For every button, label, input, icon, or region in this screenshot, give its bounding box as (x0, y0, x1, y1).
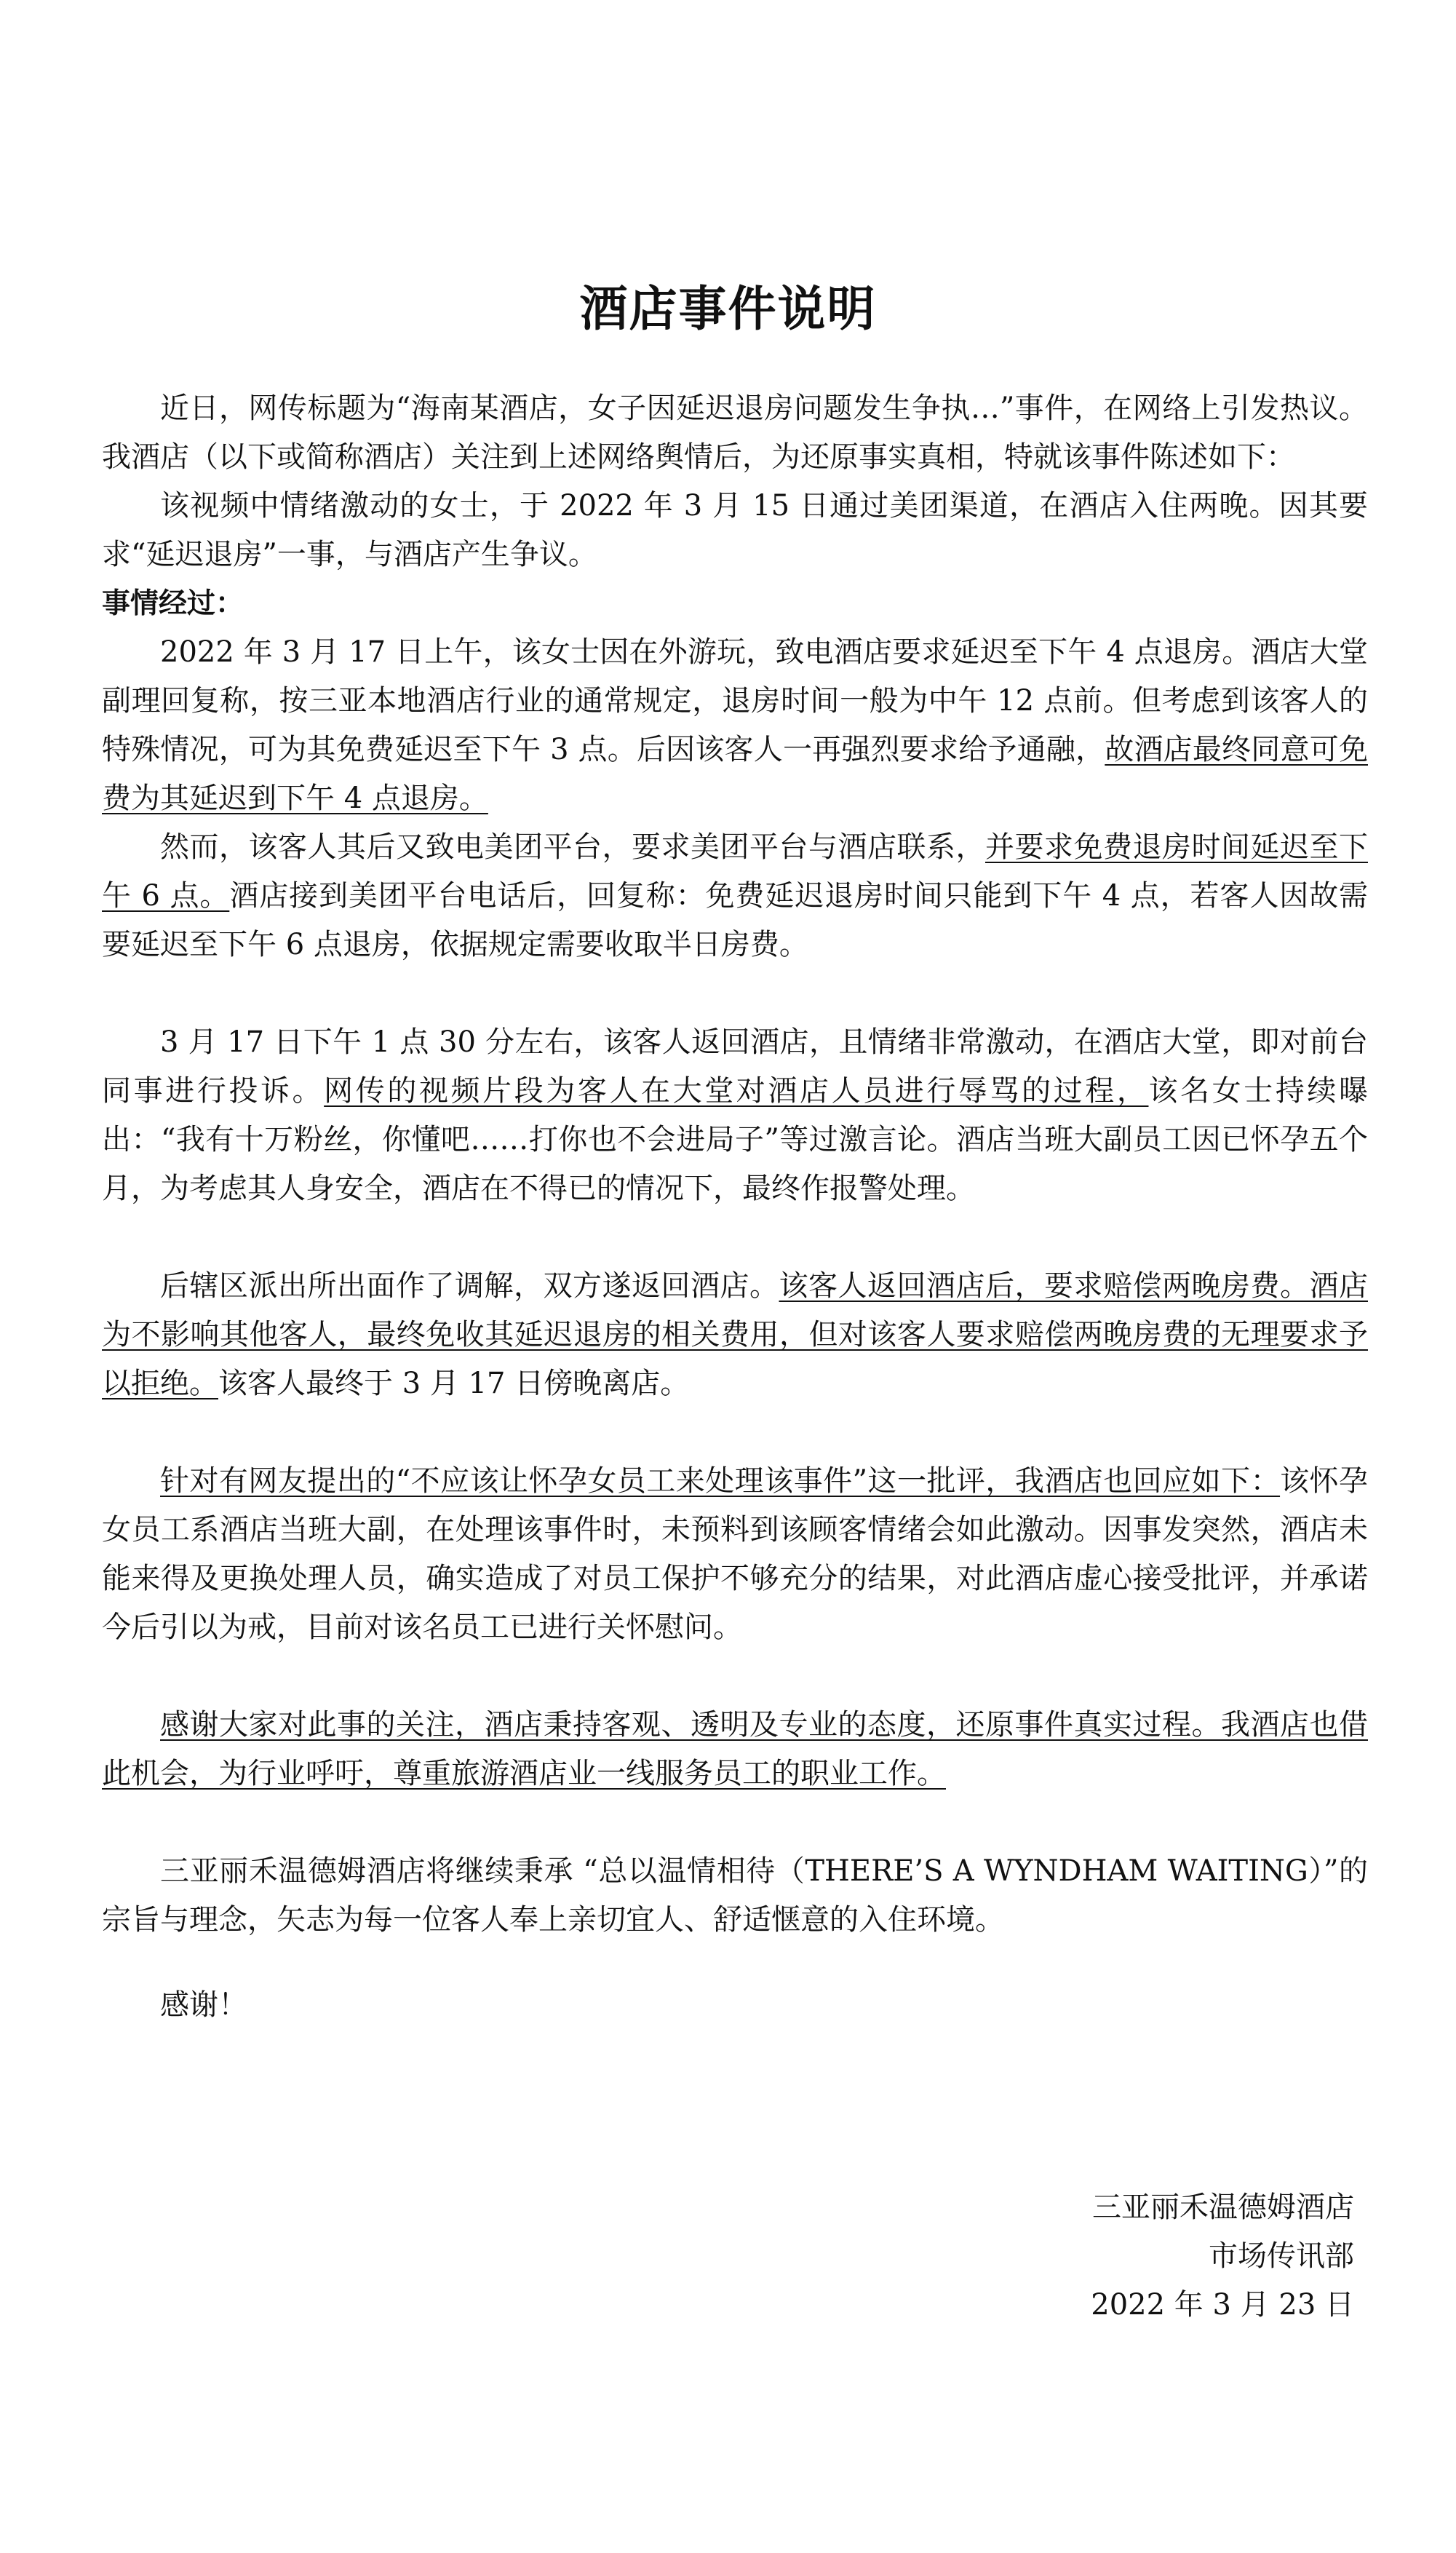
signature-date: 2022 年 3 月 23 日 (1091, 2288, 1354, 2322)
paragraph-intro (102, 384, 1368, 482)
paragraph-response (102, 1457, 1368, 1652)
section-heading (102, 579, 1368, 628)
section-heading-text: 事情经过： (102, 587, 244, 620)
paragraph-closing-text: 感谢！ (160, 1988, 247, 2022)
paragraph-thanks-attention-underlined: 感谢大家对此事的关注，酒店秉持客观、透明及专业的态度，还原事件真实过程。我酒店也借此机会，为行业呼吁，尊重旅游酒店业一线服务员工的职业工作。 (102, 1708, 1368, 1790)
paragraph-mediation-text-a: 后辖区派出所出面作了调解，双方遂返回酒店。 (160, 1269, 779, 1303)
paragraph-response-text: 该怀孕女员工系酒店当班大副，在处理该事件时，未预料到该顾客情绪会如此激动。因事发突然，酒店未能来得及更换处理人员，确实造成了对员工保护不够充分的结果，对此酒店虚心接受批评，并承诺今后引以为戒，目前对该名员工已进行关怀慰问。 (102, 1464, 1368, 1644)
paragraph-intro-text: 近日，网传标题为“海南某酒店，女子因延迟退房问题发生争执…”事件，在网络上引发热议。我酒店（以下或简称酒店）关注到上述网络舆情后，为还原事实真相，特就该事件陈述如下： (102, 392, 1368, 474)
paragraph-response-underlined: 针对有网友提出的“不应该让怀孕女员工来处理该事件”这一批评，我酒店也回应如下： (160, 1464, 1281, 1498)
document-title: 酒店事件说明 (579, 281, 877, 337)
paragraph-platform-call (102, 823, 1368, 969)
signature-block (1091, 2183, 1354, 2330)
paragraph-commitment-text: 三亚丽禾温德姆酒店将继续秉承 “总以温情相待（THERE’S A WYNDHAM WAITING）”的宗旨与理念，矢志为每一位客人奉上亲切宜人、舒适惬意的入住环境。 (102, 1854, 1368, 1937)
paragraph-mediation (102, 1262, 1368, 1408)
signature-organization: 三亚丽禾温德姆酒店 (1092, 2191, 1354, 2224)
paragraph-mediation-underlined: 该客人返回酒店后，要求赔偿两晚房费。酒店为不影响其他客人，最终免收其延迟退房的相关费用，但对该客人要求赔偿两晚房费的无理要求予以拒绝。 (102, 1269, 1368, 1400)
paragraph-lobby-incident-text-b: 该名女士持续曝出：“我有十万粉丝，你懂吧……打你也不会进局子”等过激言论。酒店当班大副员工因已怀孕五个月，为考虑其人身安全，酒店在不得已的情况下，最终作报警处理。 (102, 1074, 1369, 1205)
paragraph-checkout-request (102, 628, 1368, 823)
paragraph-mediation-text-b: 该客人最终于 3 月 17 日傍晚离店。 (218, 1367, 690, 1400)
paragraph-thanks-attention (102, 1701, 1368, 1798)
paragraph-lobby-incident-text-a: 3 月 17 日下午 1 点 30 分左右，该客人返回酒店，且情绪非常激动，在酒店大堂，即对前台同事进行投诉。 (102, 1025, 1368, 1108)
document-body (102, 384, 1368, 2030)
paragraph-lobby-incident (102, 1018, 1368, 1213)
paragraph-checkout-request-underlined: 故酒店最终同意可免费为其延迟到下午 4 点退房。 (102, 733, 1368, 815)
paragraph-platform-call-underlined: 并要求免费退房时间延迟至下午 6 点。 (102, 830, 1368, 913)
paragraph-guest-stay (102, 482, 1368, 579)
paragraph-closing (102, 1981, 1368, 2030)
paragraph-guest-stay-text: 该视频中情绪激动的女士，于 2022 年 3 月 15 日通过美团渠道，在酒店入住两晚。因其要求“延迟退房”一事，与酒店产生争议。 (102, 489, 1368, 571)
paragraph-lobby-incident-underlined: 网传的视频片段为客人在大堂对酒店人员进行辱骂的过程， (324, 1074, 1149, 1108)
paragraph-platform-call-text-b: 酒店接到美团平台电话后，回复称：免费延迟退房时间只能到下午 4 点，若客人因故需要延迟至下午 6 点退房，依据规定需要收取半日房费。 (102, 879, 1368, 961)
paragraph-checkout-request-text: 2022 年 3 月 17 日上午，该女士因在外游玩，致电酒店要求延迟至下午 4 点退房。酒店大堂副理回复称，按三亚本地酒店行业的通常规定，退房时间一般为中午 12 点前。但考虑到该客人的特殊情况，可为其免费延迟至下午 3 点。后因该客人一再强烈要求给予通融， (102, 635, 1368, 766)
paragraph-platform-call-text-a: 然而，该客人其后又致电美团平台，要求美团平台与酒店联系， (160, 830, 985, 864)
paragraph-commitment (102, 1847, 1368, 1945)
signature-department: 市场传讯部 (1209, 2239, 1354, 2273)
